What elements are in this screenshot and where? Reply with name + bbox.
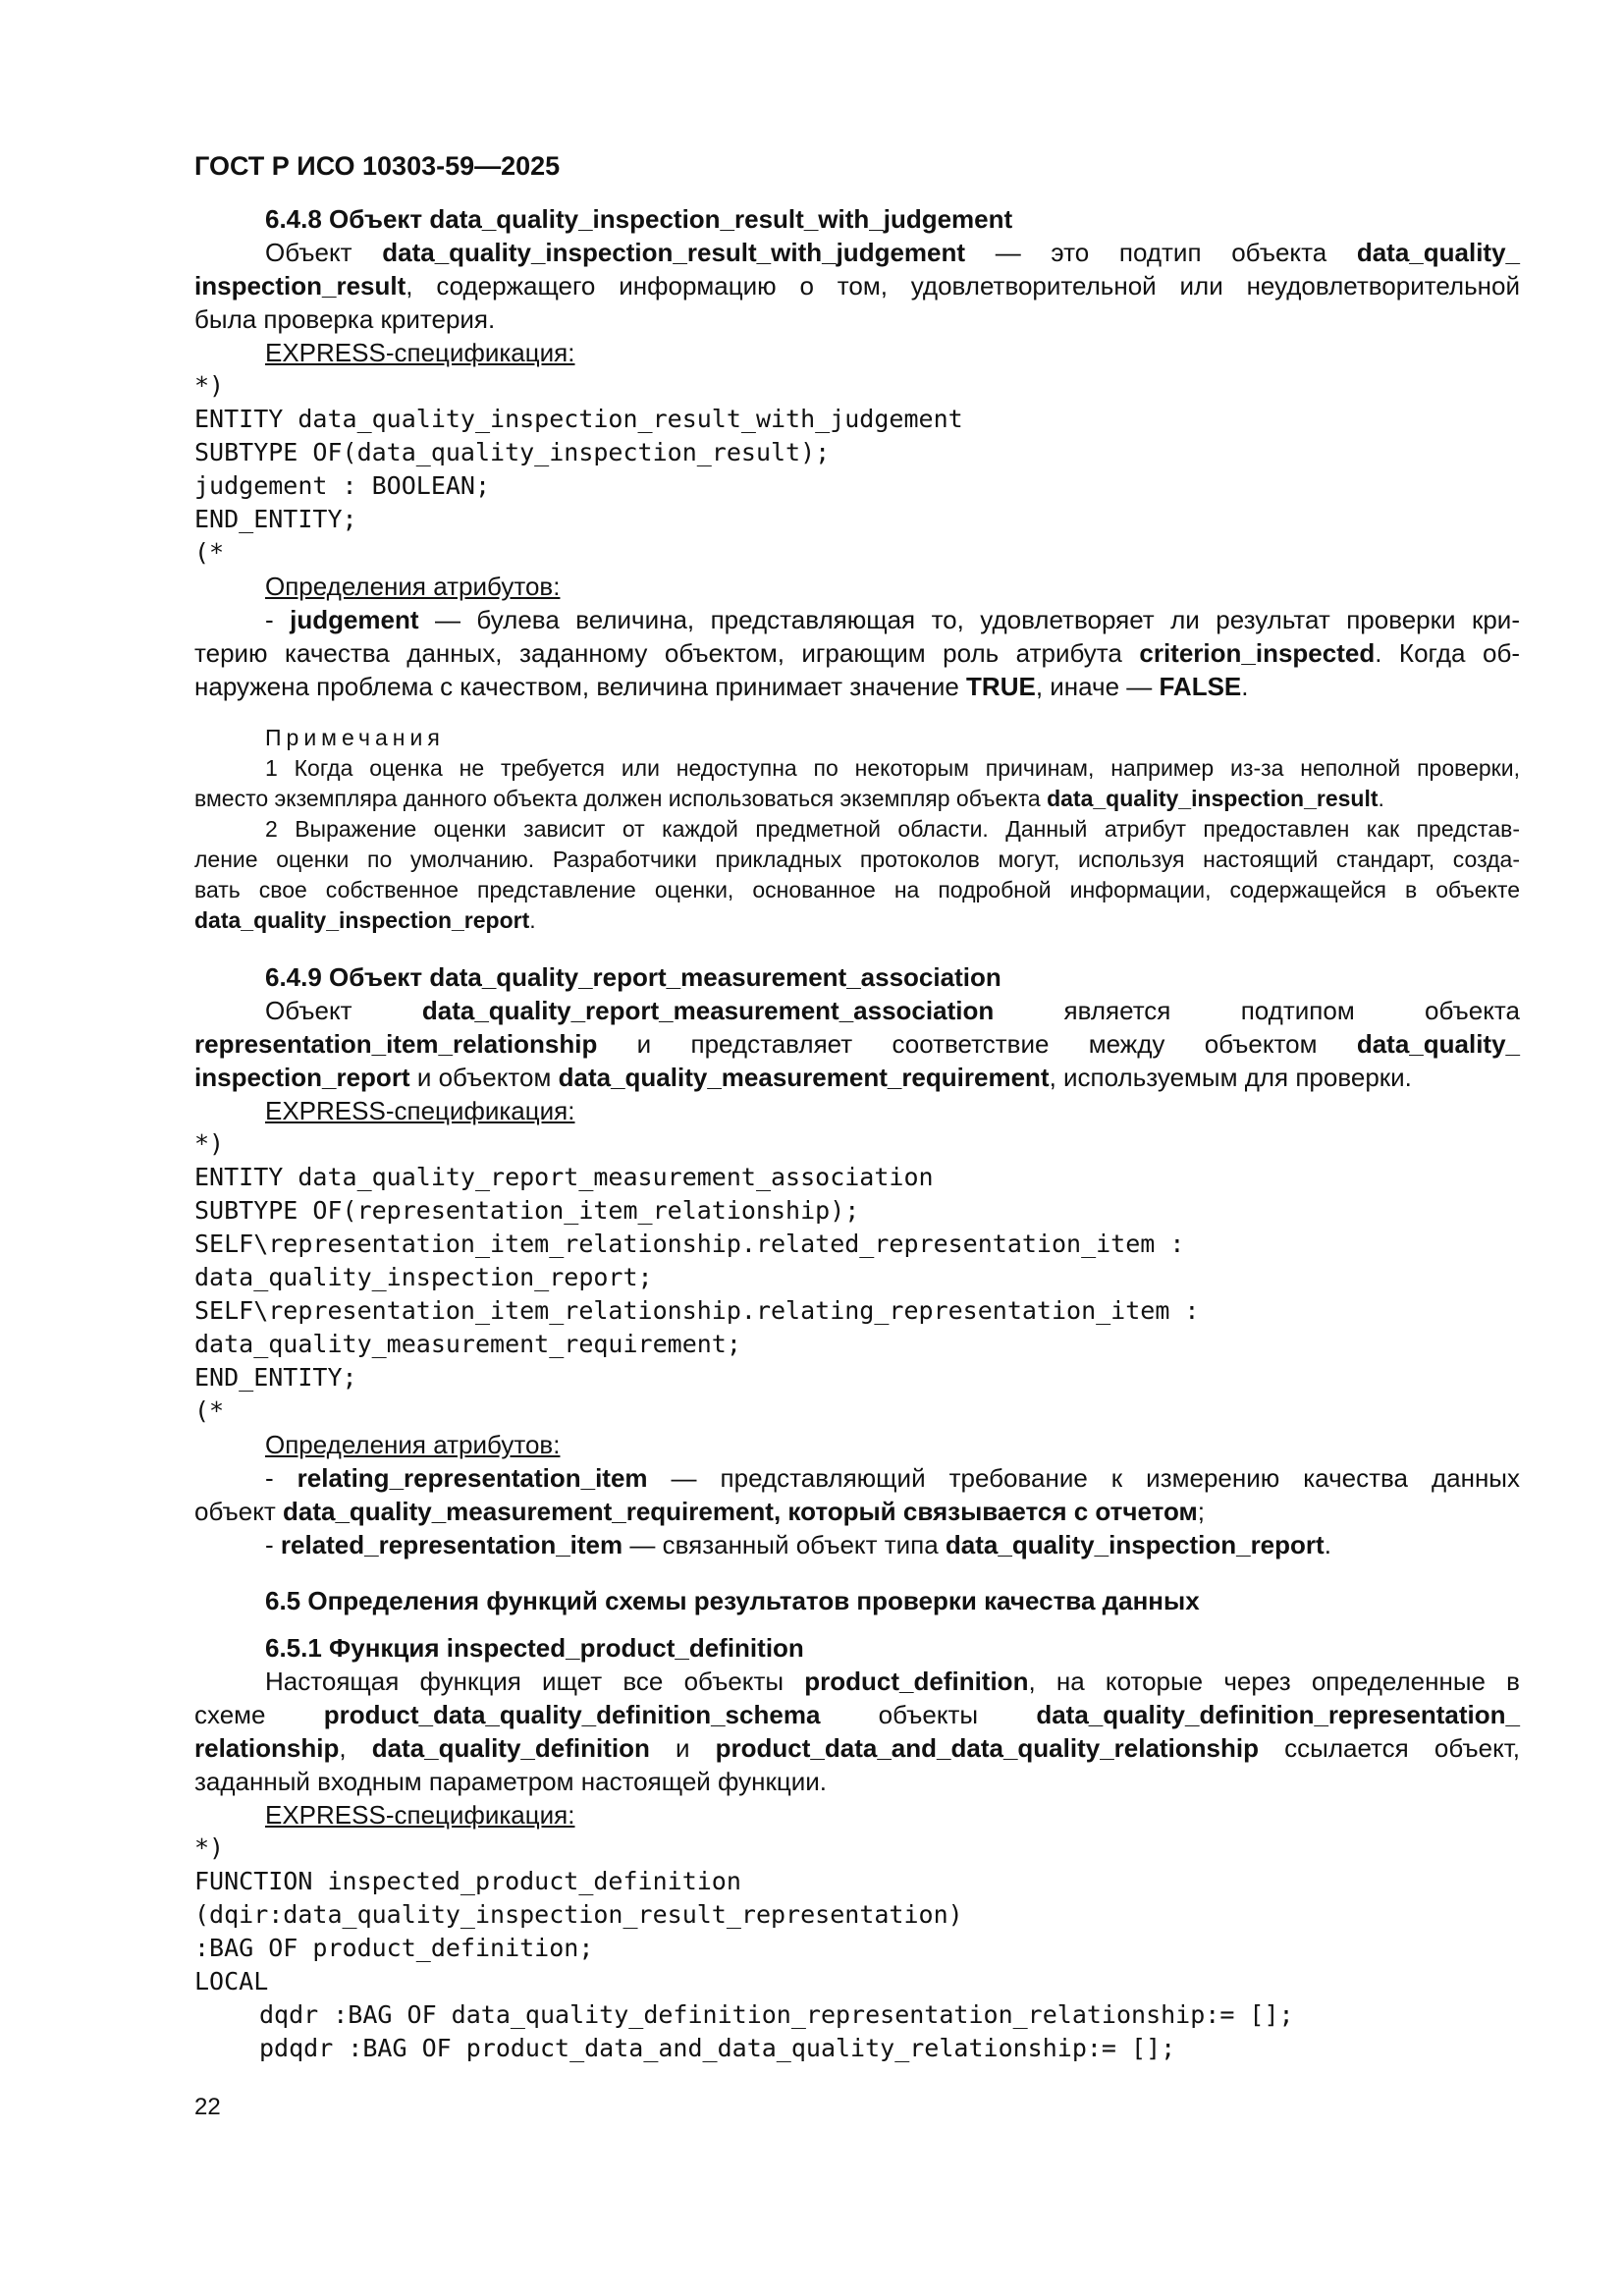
- attribute-definition-line: [194, 1528, 1520, 1561]
- bold-text-run: representation_item_relationship: [194, 1029, 598, 1059]
- code-line: judgement : BOOLEAN;: [194, 471, 491, 500]
- code-line: (*: [194, 538, 225, 567]
- text-run: — булева величина, представляющая то, удовлетворяет ли результат проверки кри-: [418, 605, 1520, 634]
- note-line: 1 Когда оценка не требуется или недоступна по некоторым причинам, например из-за неполной проверки,: [265, 755, 1520, 781]
- code-line: SELF\representation_item_relationship.relating_representation_item :: [194, 1296, 1200, 1325]
- code-line: (dqir:data_quality_inspection_result_representation): [194, 1900, 963, 1929]
- bold-text-run: data_quality_inspection_report: [194, 907, 530, 933]
- paragraph-line: [194, 1731, 1520, 1765]
- code-line: *): [194, 1129, 225, 1158]
- paragraph-line: [194, 1665, 1520, 1698]
- text-run: ,: [339, 1733, 372, 1763]
- code-line: END_ENTITY;: [194, 505, 357, 533]
- text-run: наружена проблема с качеством, величина принимает значение: [194, 672, 967, 701]
- note-line: [194, 905, 1520, 936]
- bold-text-run: data_quality_: [1356, 1029, 1520, 1059]
- code-line: ENTITY data_quality_report_measurement_association: [194, 1163, 934, 1191]
- attributes-label: Определения атрибутов:: [265, 1430, 561, 1459]
- note-line: вать свое собственное представление оценки, основанное на подробной информации, содержащейся в объекте: [194, 877, 1520, 902]
- paragraph-line: [194, 1027, 1520, 1061]
- text-run: и объектом: [409, 1063, 559, 1092]
- text-run: — представляющий требование к измерению качества данных: [647, 1463, 1520, 1493]
- bold-text-run: inspection_result: [194, 271, 406, 301]
- bold-text-run: data_quality_: [1356, 238, 1521, 267]
- text-run: Настоящая функция ищет все объекты: [265, 1667, 805, 1696]
- text-run: схеме: [194, 1700, 266, 1729]
- text-run: подтипом: [1240, 996, 1355, 1025]
- code-line: pdqdr :BAG OF product_data_and_data_quality_relationship:= [];: [259, 2034, 1176, 2062]
- attribute-definition-line: [194, 636, 1520, 670]
- bold-text-run: relationship: [194, 1733, 340, 1763]
- section-heading: 6.4.8 Объект data_quality_inspection_result_with_judgement: [265, 204, 1013, 234]
- bold-text-run: data_quality_definition_representation_: [1036, 1700, 1520, 1729]
- paragraph-line: [194, 1698, 1520, 1731]
- code-line: :BAG OF product_definition;: [194, 1934, 594, 1962]
- text-run: .: [1241, 672, 1249, 701]
- bold-text-run: relating_representation_item: [297, 1463, 648, 1493]
- bold-text-run: criterion_inspected: [1139, 638, 1376, 668]
- code-line: SUBTYPE OF(representation_item_relationship);: [194, 1196, 860, 1225]
- bold-text-run: data_quality_inspection_report: [945, 1530, 1325, 1559]
- paragraph-line: была проверка критерия.: [194, 304, 496, 334]
- attribute-definition-line: [194, 670, 1520, 703]
- attribute-definition-line: [194, 1461, 1520, 1495]
- text-run: -: [265, 1463, 298, 1493]
- note-line: 2 Выражение оценки зависит от каждой предметной области. Данный атрибут предоставлен как представ-: [265, 816, 1520, 842]
- notes-block: [194, 723, 1520, 936]
- code-line: data_quality_inspection_report;: [194, 1263, 653, 1291]
- notes-heading: Примечания: [265, 725, 445, 750]
- text-run: терию качества данных, заданному объектом, играющим роль атрибута: [194, 638, 1140, 668]
- section-heading: 6.5 Определения функций схемы результатов проверки качества данных: [265, 1586, 1200, 1615]
- bold-text-run: product_data_quality_definition_schema: [323, 1700, 821, 1729]
- bold-text-run: data_quality_report_measurement_association: [421, 996, 995, 1025]
- bold-text-run: product_definition: [804, 1667, 1029, 1696]
- page-number: 22: [194, 2094, 221, 2120]
- paragraph-line: [194, 1061, 1520, 1094]
- section-heading: 6.5.1 Функция inspected_product_definition: [265, 1633, 804, 1663]
- section-heading: 6.4.9 Объект data_quality_report_measurement_association: [265, 962, 1001, 992]
- bold-text-run: related_representation_item: [280, 1530, 623, 1559]
- code-line: *): [194, 371, 225, 400]
- text-run: , иначе —: [1035, 672, 1160, 701]
- text-run: объекты: [878, 1700, 979, 1729]
- text-run: является: [1063, 996, 1171, 1025]
- bold-text-run: data_quality_measurement_requirement: [558, 1063, 1050, 1092]
- bold-text-run: TRUE: [966, 672, 1036, 701]
- attributes-label: Определения атрибутов:: [265, 572, 561, 601]
- section-6-5-1: [194, 1631, 1520, 2065]
- text-run: Объект: [265, 238, 383, 267]
- text-run: , используемым для проверки.: [1049, 1063, 1412, 1092]
- express-spec-label: EXPRESS-спецификация:: [265, 1800, 575, 1830]
- bold-text-run: judgement: [290, 605, 419, 634]
- text-run: ;: [1197, 1497, 1206, 1526]
- bold-text-run: data_quality_inspection_result: [1047, 786, 1379, 811]
- text-run: .: [529, 907, 536, 933]
- text-run: .: [1324, 1530, 1331, 1559]
- code-line: *): [194, 1833, 225, 1862]
- paragraph-line: [194, 236, 1520, 269]
- bold-text-run: product_data_and_data_quality_relationship: [715, 1733, 1260, 1763]
- bold-text-run: data_quality_definition: [371, 1733, 650, 1763]
- attribute-definition-line: [194, 1495, 1520, 1528]
- text-run: -: [265, 1530, 281, 1559]
- code-line: LOCAL: [194, 1967, 269, 1995]
- note-line: [194, 784, 1520, 814]
- text-run: объекта: [1425, 996, 1520, 1025]
- code-line: SUBTYPE OF(data_quality_inspection_result);: [194, 438, 831, 466]
- note-line: ление оценки по умолчанию. Разработчики прикладных протоколов могут, используя настоящий стандарт, созда-: [194, 847, 1520, 872]
- paragraph-line: заданный входным параметром настоящей функции.: [194, 1767, 828, 1796]
- attribute-definition-line: [194, 603, 1520, 636]
- text-run: Объект: [265, 996, 352, 1025]
- code-line: (*: [194, 1396, 225, 1425]
- text-run: объект: [194, 1497, 283, 1526]
- code-line: dqdr :BAG OF data_quality_definition_representation_relationship:= [];: [259, 2000, 1294, 2029]
- section-6-4-8: [194, 202, 1520, 703]
- standard-header: ГОСТ Р ИСО 10303-59—2025: [194, 151, 561, 181]
- code-line: FUNCTION inspected_product_definition: [194, 1867, 741, 1895]
- bold-text-run: inspection_report: [194, 1063, 410, 1092]
- text-run: ссылается объект,: [1259, 1733, 1520, 1763]
- paragraph-line: [194, 994, 1520, 1027]
- text-run: и: [649, 1733, 716, 1763]
- text-run: и представляет соответствие между объектом: [597, 1029, 1357, 1059]
- express-spec-label: EXPRESS-спецификация:: [265, 1096, 575, 1125]
- code-line: END_ENTITY;: [194, 1363, 357, 1392]
- text-run: , на которые через определенные в: [1028, 1667, 1520, 1696]
- bold-text-run: data_quality_inspection_result_with_judgement: [382, 238, 966, 267]
- section-6-5: [194, 1584, 1520, 1617]
- bold-text-run: data_quality_measurement_requirement, который связывается с отчетом: [283, 1497, 1198, 1526]
- code-line: SELF\representation_item_relationship.related_representation_item :: [194, 1230, 1185, 1258]
- text-run: , содержащего информацию о том, удовлетворительной или неудовлетворительной: [406, 271, 1520, 301]
- bold-text-run: FALSE: [1159, 672, 1242, 701]
- text-run: — это подтип объекта: [965, 238, 1357, 267]
- text-run: вместо экземпляра данного объекта должен использоваться экземпляр объекта: [194, 786, 1048, 811]
- text-run: . Когда об-: [1375, 638, 1520, 668]
- text-run: -: [265, 605, 291, 634]
- text-run: — связанный объект типа: [622, 1530, 946, 1559]
- code-line: ENTITY data_quality_inspection_result_with_judgement: [194, 405, 963, 433]
- text-run: .: [1378, 786, 1384, 811]
- paragraph-line: [194, 269, 1520, 302]
- express-spec-label: EXPRESS-спецификация:: [265, 338, 575, 367]
- section-6-4-9: [194, 960, 1520, 1561]
- code-line: data_quality_measurement_requirement;: [194, 1330, 741, 1358]
